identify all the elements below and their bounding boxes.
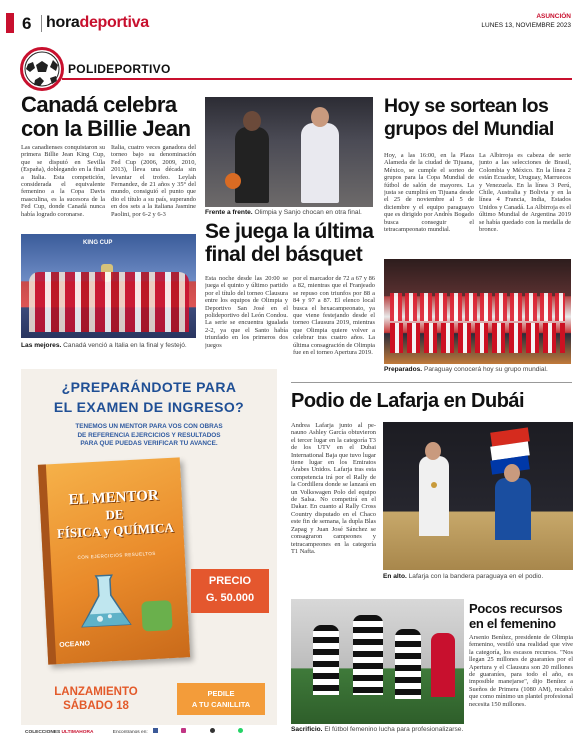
- ad-price-box: [191, 569, 269, 613]
- ad-book-cover[interactable]: [38, 457, 190, 664]
- basket-caption-text: Olimpia y Sanjo chocan en otra final.: [252, 209, 362, 216]
- footer-brand2: ULTIMAHORA: [61, 730, 94, 735]
- book-title-line2: DE: [105, 506, 124, 523]
- brand-part1: hora: [46, 14, 80, 31]
- book-mascot-icon: [141, 600, 173, 632]
- photo-banner: KING CUP: [83, 240, 113, 246]
- canada-caption-bold: Las mejores.: [21, 342, 62, 349]
- player-dark-head: [243, 111, 261, 131]
- basket-col2: por el marcador de 72 a 67 y 86 a 82, mientras que el Franjeado se repuso con triunfos por 88 a 84 y 97 a 87. El elenco local busca el hexacampeonato, ya que viene festejando desde el torneo Clausura 2019, mientras que Olimpia quiere volver a celebrar tras cuatro años. La última consagración de Olimpia fue en el torneo Apertura 2019.: [293, 275, 375, 357]
- page-header: [0, 0, 580, 36]
- facebook-icon: [153, 728, 158, 733]
- section-icon: [20, 47, 64, 91]
- femenino-body: Arsenio Benítez, presidente de Olimpia femenino, vestiló una realidad que vive la categoría, los escasos recursos. "Nos llegan 25 millones de guaraníes por el Apertura y el Clausura son 20 millones de guaraníes, para todo el año, es imposible manejarse", dijo Benítez a Sueños de Primera (1080 AM), recalcó que como mínimo un plantel profesional necesita 150 millones.: [469, 634, 573, 708]
- header-separator: [41, 15, 42, 32]
- book-title: [49, 486, 179, 543]
- book-subtitle: CON EJERCICIOS RESUELTOS: [77, 550, 156, 560]
- player-light-head: [311, 107, 329, 127]
- lafarja-podium-photo: [383, 422, 573, 570]
- lafarja-body: Andrea Lafarja junto al pe-nauno Ashley García obtuvieron el tercer lugar en la categoría T3 de los UTV en el Dubai International Baja que tuvo lugar tiene lugar en los Emiratos Árabes Unidos. Lafarja tras esta competencia irá por el Rally de la Cordillera donde se lanzará en un Volkswagen Polo del equipo de Salsa. No competirá en el Dakar. En cuanto al Rally Cross Country disputado en el Chaco este fin de semana, la dupla Blas Zapag y Juan José Sánchez se consagraron campeones y tetracampeones en la categoría T1 Nafta.: [291, 422, 376, 555]
- cta-line2: A TU CANILLITA: [191, 700, 251, 709]
- mundial-title-line1: Hoy se sortean los: [384, 95, 549, 117]
- header-bar: [6, 13, 14, 33]
- ad-headline-line1: ¿PREPARÁNDOTE PARA: [61, 379, 237, 395]
- book-title-line1: EL MENTOR: [68, 487, 160, 509]
- canada-col2: Italia, cuatro veces ganadora del torneo bajo su denominación Fed Cup (2006, 2009, 2010, 2013), lleva una década sin levantar el trofeo. Leylah Fernandez, de 21 años y 35° del mundo, consiguió el punto que dio el título a su país, superando en dos sets a la italiana Jasmine Paolini, por 6-2 y 6-3: [111, 144, 196, 218]
- femenino-title-line1: Pocos recursos: [469, 601, 563, 616]
- mundial-title-line2: grupos del Mundial: [384, 118, 554, 140]
- player1: [313, 625, 339, 695]
- basket-photo: [205, 97, 373, 207]
- mundial-col2: La Albirroja es cabeza de serie junto a las selecciones de Brasil, Colombia y México. En la línea 2 están Ecuador, Uruguay, Marruecos y Venezuela. En la línea 3 Perú, Chile, Australia y Bolivia y en la línea 4 Francia, India, Estados Unidos y Canadá. La Albirroja es el último Mundial de Argentina 2019 se había quedado con la medalla de bronce.: [479, 152, 571, 234]
- canada-caption-text: Canadá venció a Italia en la final y festejó.: [61, 342, 187, 349]
- mundial-headline: [384, 95, 574, 141]
- book-title-line3: FÍSICA y QUÍMICA: [56, 519, 175, 541]
- mundial-col1: Hoy, a las 16:00, en la Plaza Alameda de la ciudad de Tijuana, México, se cumple el sorteo de grupos para la Copa Mundial de fútbol de salón de mayores. La justa se cumplirá en Tijuana desde el 25 de noviembre al 5 de diciembre y el equipo paraguayo que es dirigido por Andrés Bogado busca conseguir el tetracampeonato mundial.: [384, 152, 474, 234]
- lafarja-headline: Podio de Lafarja en Dubái: [291, 390, 525, 412]
- ad-footer: [21, 725, 277, 741]
- price-label: PRECIO: [208, 575, 252, 587]
- mundial-caption-bold: Preparados.: [384, 366, 423, 373]
- mundial-team-photo: [384, 259, 571, 364]
- canada-caption: [21, 342, 201, 350]
- canada-headline: [21, 93, 201, 141]
- footer-text: Encontranos en:: [112, 730, 148, 735]
- brand-part2: deportiva: [79, 14, 149, 31]
- basket-headline: [205, 220, 380, 266]
- soccer-ball-icon: [23, 50, 61, 88]
- basket-col1: Esta noche desde las 20:00 se juega el quinto y último partido por el título del torneo Clausura entre los equipos de Olimpia y Deportivo San José en el polideportivo del León Condou. La serie se encuentra igualada 2-2, ya que el Santo había triunfado en los primeros dos juegos: [205, 275, 288, 349]
- basket-caption: [205, 209, 380, 217]
- ad-block[interactable]: [21, 369, 277, 741]
- femenino-headline: [469, 601, 574, 631]
- driver-left-head: [425, 442, 441, 460]
- canada-title-line2: con la Billie Jean: [21, 116, 191, 141]
- basketball-icon: [225, 173, 241, 189]
- femenino-photo: [291, 599, 464, 724]
- ad-headline-line2: EL EXAMEN DE INGRESO?: [53, 399, 245, 415]
- lafarja-caption: [383, 573, 573, 581]
- cta-line1: PEDILE: [207, 689, 235, 698]
- book-publisher: OCEANO: [59, 640, 91, 649]
- section-label: POLIDEPORTIVO: [68, 62, 171, 76]
- launch-line1: LANZAMIENTO: [54, 686, 138, 698]
- canada-team-photo: [21, 234, 196, 338]
- driver-right: [495, 478, 531, 540]
- mundial-caption: [384, 366, 574, 374]
- lafarja-caption-text: Lafarja con la bandera paraguaya en el podio.: [406, 573, 544, 580]
- ad-sub-line1: TENEMOS UN MENTOR PARA VOS CON OBRAS: [75, 423, 223, 430]
- section-brand: [46, 14, 149, 32]
- team-row-back: [390, 293, 565, 321]
- footer-brand1: COLECCIONES: [25, 730, 61, 735]
- femenino-caption: [291, 726, 466, 734]
- lafarja-caption-bold: En alto.: [383, 573, 407, 580]
- mundial-caption-text: Paraguay conocerá hoy su grupo mundial.: [422, 366, 548, 373]
- whatsapp-icon: [238, 728, 243, 733]
- ad-launch: [33, 685, 159, 713]
- basket-title-line1: Se juega la última: [205, 220, 374, 243]
- canada-title-line1: Canadá celebra: [21, 92, 177, 117]
- price-value: G. 50.000: [205, 592, 255, 604]
- player-dark: [235, 127, 269, 203]
- instagram-icon: [181, 728, 186, 733]
- flask-icon: [74, 570, 137, 633]
- ad-subheadline: [21, 423, 277, 449]
- page-number: 6: [22, 14, 32, 33]
- basket-title-line2: final del básquet: [205, 243, 363, 266]
- launch-line2: SÁBADO 18: [63, 700, 129, 712]
- ad-headline: [21, 377, 277, 417]
- header-date: LUNES 13, NOVIEMBRE 2023: [481, 22, 571, 29]
- player2: [353, 615, 383, 695]
- femenino-caption-text: El fútbol femenino lucha para profesionalizarse.: [322, 726, 464, 733]
- medal-icon: [431, 482, 437, 488]
- section-label-bar: [62, 60, 572, 80]
- player3: [395, 629, 421, 699]
- driver-left: [419, 456, 449, 536]
- ad-sub-line2: DE REFERENCIA EJERCICIOS Y RESULTADOS: [77, 431, 221, 439]
- header-city: ASUNCIÓN: [536, 13, 571, 20]
- players-group: [29, 272, 189, 332]
- femenino-title-line2: en el femenino: [469, 616, 556, 631]
- team-row-front: [390, 323, 565, 353]
- driver-right-head: [504, 464, 520, 482]
- lafarja-top-rule: [291, 382, 572, 383]
- player4: [431, 633, 455, 697]
- phone-icon: [210, 728, 215, 733]
- basket-caption-bold: Frente a frente.: [205, 209, 253, 216]
- player-light: [301, 123, 339, 203]
- ad-cta-button[interactable]: [177, 683, 265, 715]
- femenino-caption-bold: Sacrificio.: [291, 726, 323, 733]
- ad-sub-line3: PARA QUE PUEDAS VERIFICAR TU AVANCE.: [80, 440, 218, 448]
- canada-col1: Las canadienses conquistaron su primera Billie Jean King Cup, que se disputó en Sevilla (España), doblegando en la final a Italia. Esta competición, considerada el equivalente femenino a la Copa Davis masculina, es la sucesora de la Fed Cup, donde Canadá nunca había logrado coronarse.: [21, 144, 105, 218]
